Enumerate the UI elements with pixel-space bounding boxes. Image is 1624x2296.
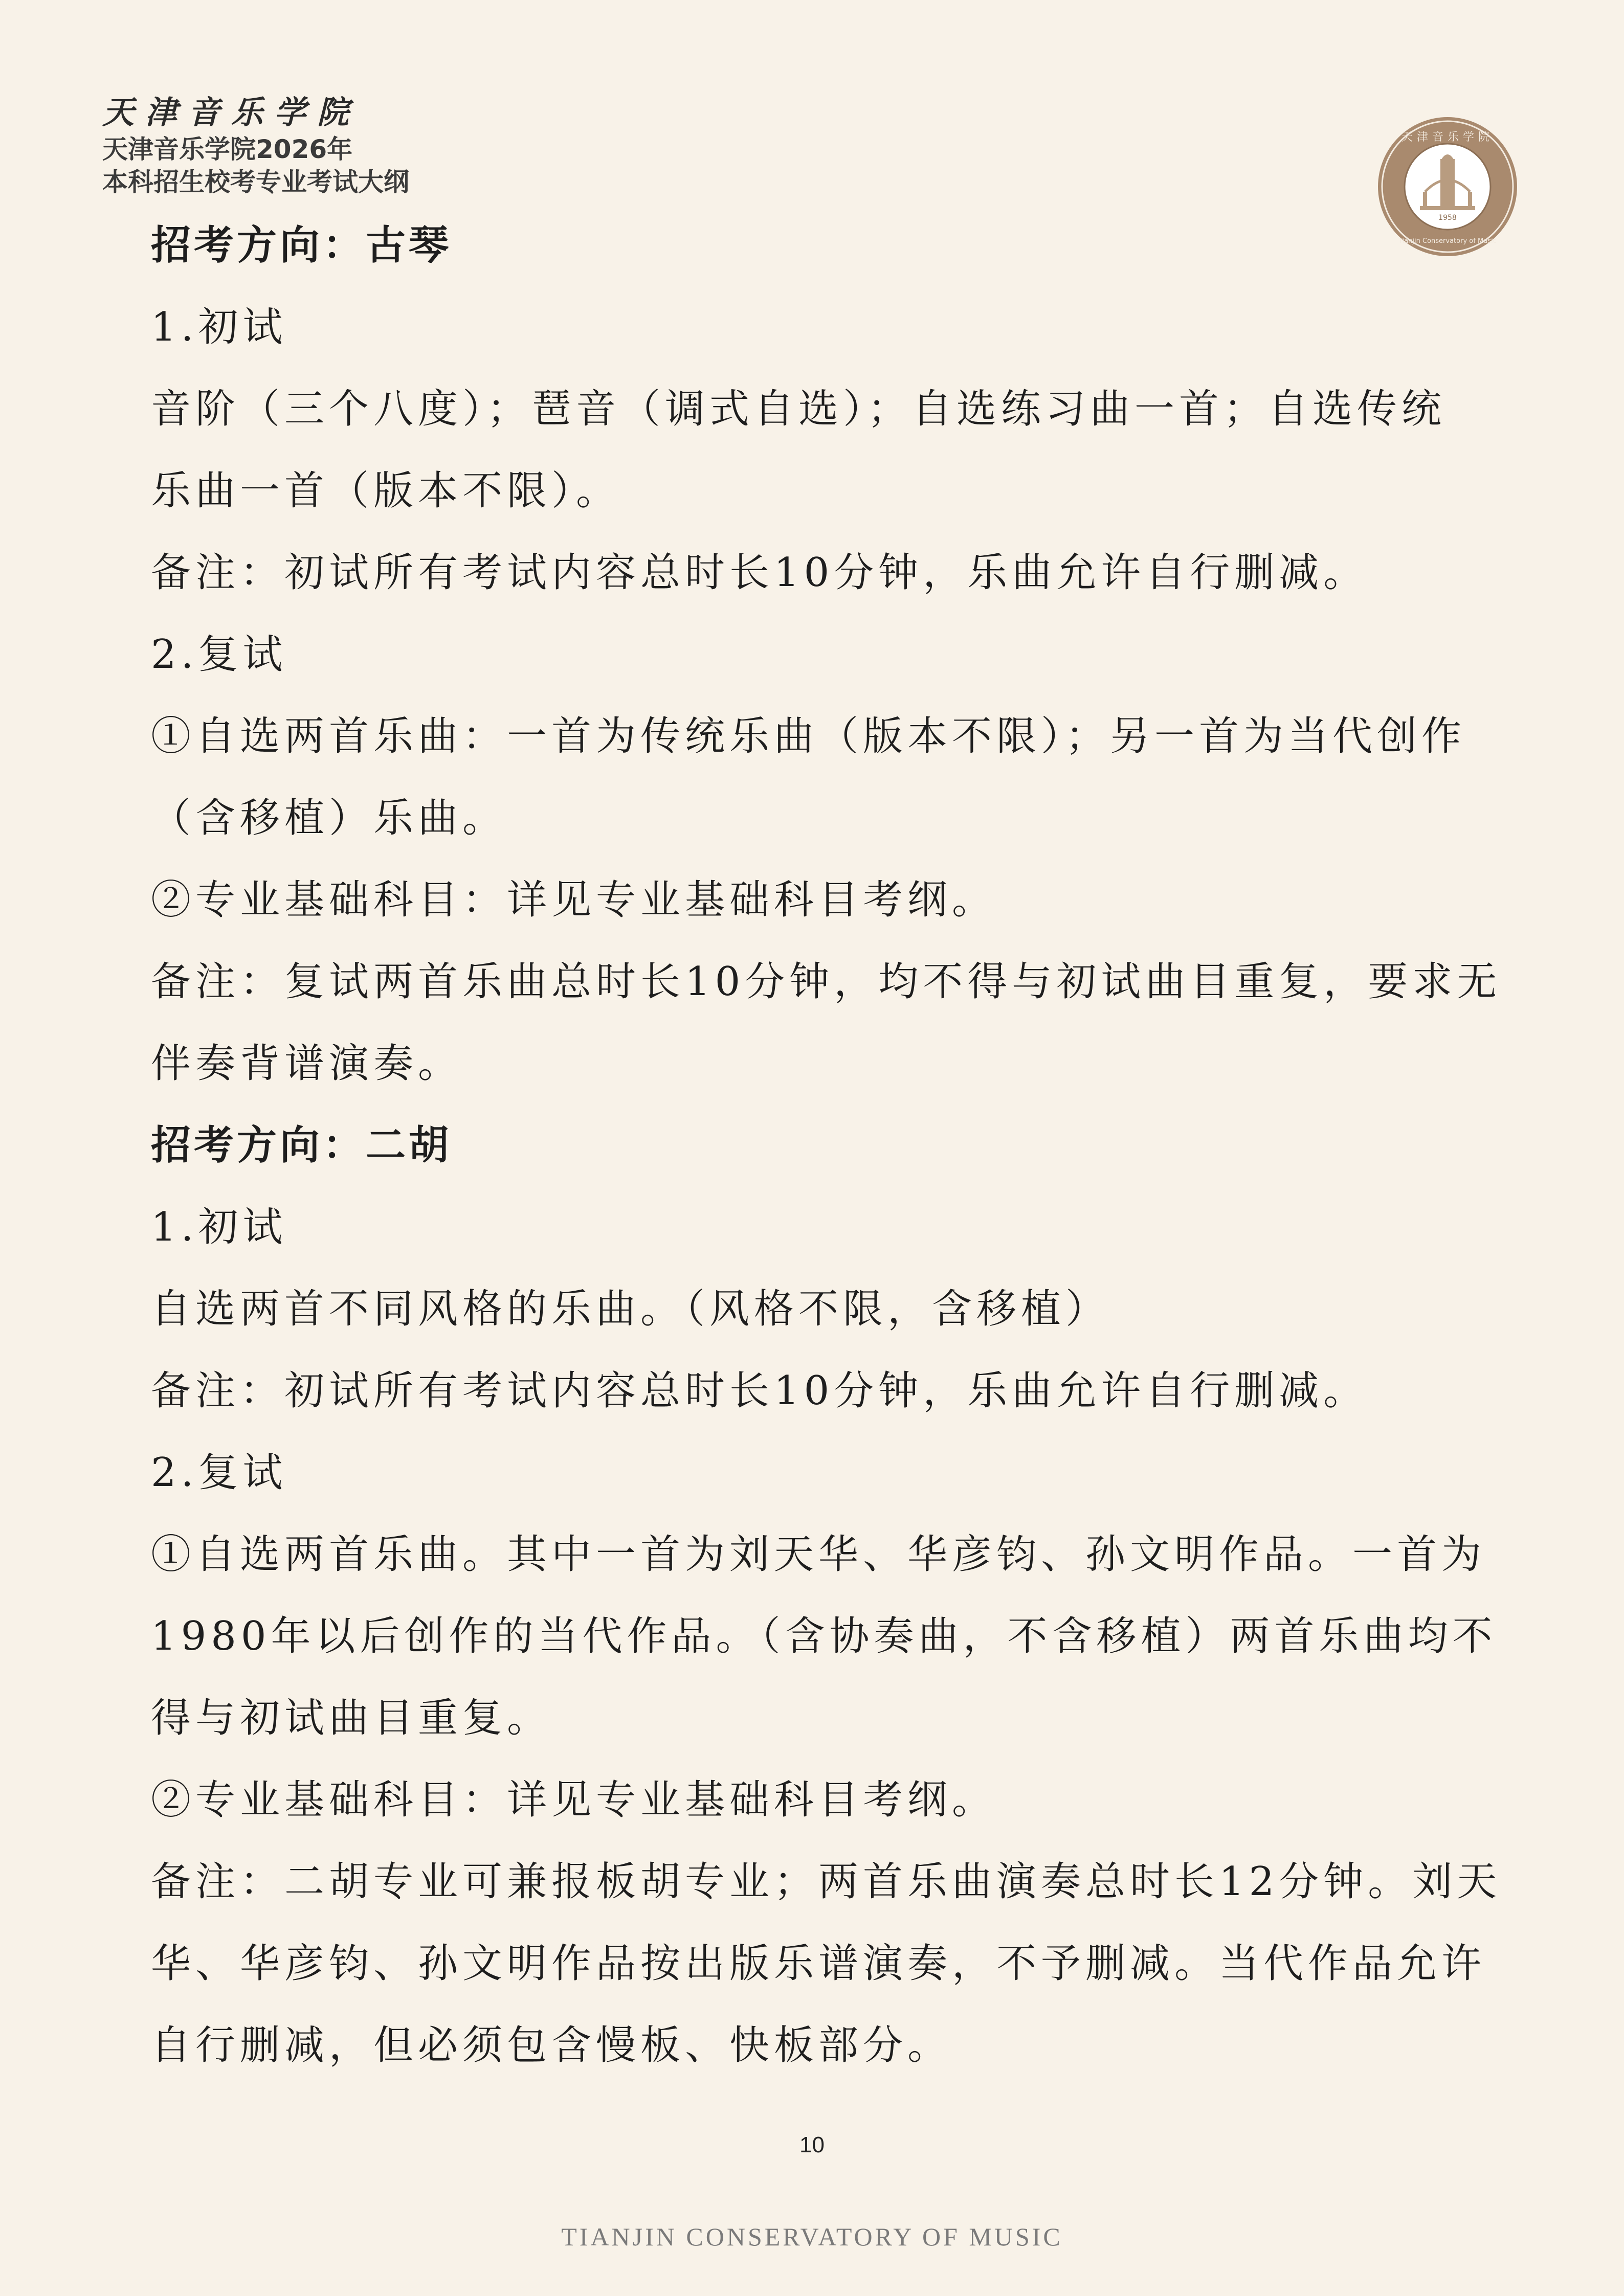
guqin-round1-note: 备注：初试所有考试内容总时长10分钟，乐曲允许自行删减。 — [151, 550, 1368, 596]
erhu-round1-note: 备注：初试所有考试内容总时长10分钟，乐曲允许自行删减。 — [151, 1368, 1368, 1414]
section-heading-guqin: 招考方向：古琴 — [151, 222, 452, 268]
guqin-round1-title: 1.初试 — [151, 304, 287, 350]
erhu-round1-content: 自选两首不同风格的乐曲。（风格不限，含移植） — [151, 1286, 1110, 1332]
guqin-round2-item2: ②专业基础科目：详见专业基础科目考纲。 — [151, 877, 997, 923]
header-title-line2: 本科招生校考专业考试大纲 — [102, 167, 409, 197]
section-heading-erhu: 招考方向：二胡 — [151, 1122, 452, 1168]
erhu-round2-note-line3: 自行删减，但必须包含慢板、快板部分。 — [151, 2022, 952, 2068]
erhu-round1-title: 1.初试 — [151, 1204, 287, 1250]
erhu-round2-item1-line1: ①自选两首乐曲。其中一首为刘天华、华彦钧、孙文明作品。一首为 — [151, 1532, 1486, 1578]
seal-year: 1958 — [1438, 214, 1457, 222]
guqin-round1-content-line1: 音阶（三个八度）；琶音（调式自选）；自选练习曲一首；自选传统 — [151, 386, 1447, 432]
erhu-round2-note-line1: 备注：二胡专业可兼报板胡专业；两首乐曲演奏总时长12分钟。刘天 — [151, 1859, 1502, 1905]
footer-text: TIANJIN CONSERVATORY OF MUSIC — [561, 2222, 1063, 2251]
erhu-round2-title: 2.复试 — [151, 1450, 287, 1496]
guqin-round2-item1-line1: ①自选两首乐曲：一首为传统乐曲（版本不限）；另一首为当代创作 — [151, 713, 1466, 759]
erhu-round2-item1-line3: 得与初试曲目重复。 — [151, 1695, 552, 1741]
guqin-round2-title: 2.复试 — [151, 632, 287, 678]
seal-english-text: Tianjin Conservatory of Music — [1398, 237, 1497, 245]
seal-top-text: 天津音乐学院 — [1401, 131, 1494, 144]
page-number: 10 — [799, 2132, 825, 2157]
school-script-logo: 天津音乐学院 — [102, 94, 361, 131]
header-title-line1: 天津音乐学院2026年 — [102, 134, 353, 164]
guqin-round2-note-line1: 备注：复试两首乐曲总时长10分钟，均不得与初试曲目重复，要求无 — [151, 959, 1502, 1005]
erhu-round2-item1-line2: 1980年以后创作的当代作品。（含协奏曲，不含移植）两首乐曲均不 — [151, 1613, 1497, 1659]
erhu-round2-note-line2: 华、华彦钧、孙文明作品按出版乐谱演奏，不予删减。当代作品允许 — [151, 1941, 1486, 1987]
document-header — [102, 92, 409, 198]
guqin-round2-item1-line2: （含移植）乐曲。 — [151, 795, 507, 841]
guqin-round2-note-line2: 伴奏背谱演奏。 — [151, 1041, 463, 1087]
guqin-round1-content-line2: 乐曲一首（版本不限）。 — [151, 468, 621, 514]
document-body — [151, 205, 1502, 2086]
erhu-round2-item2: ②专业基础科目：详见专业基础科目考纲。 — [151, 1777, 997, 1823]
